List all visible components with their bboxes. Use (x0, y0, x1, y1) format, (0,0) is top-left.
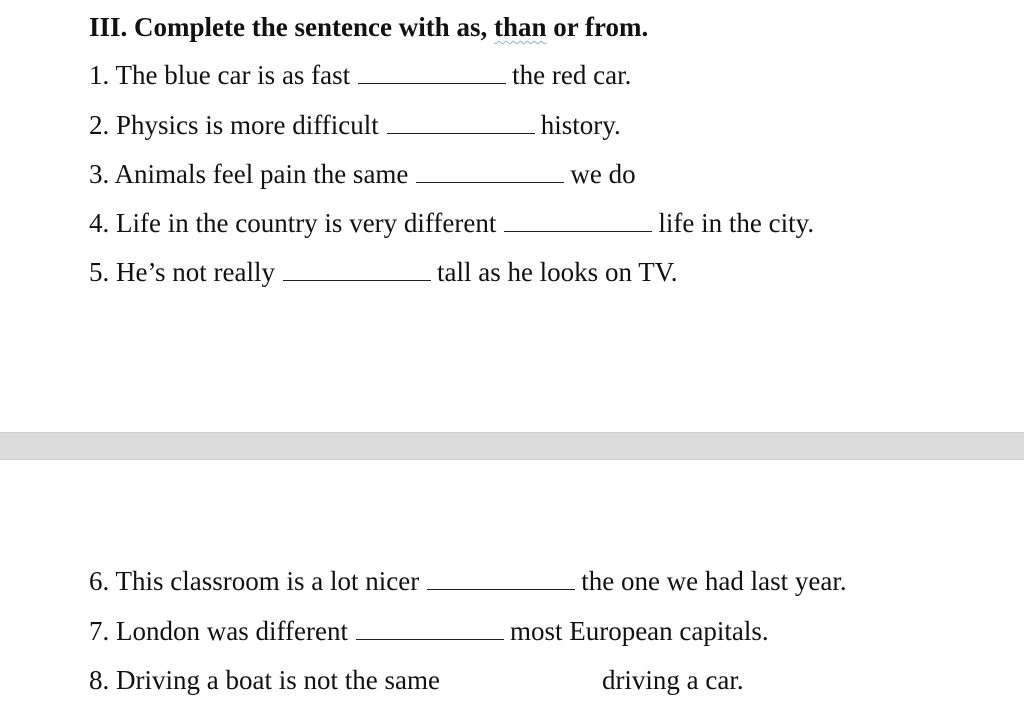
sentence-8-after: driving a car. (601, 665, 744, 695)
sentence-7-before: 7. London was different (89, 616, 348, 646)
sentence-8 (89, 663, 744, 697)
sentence-4-blank (504, 207, 652, 232)
sentence-6-blank (427, 565, 575, 590)
sentence-4-after: life in the city. (658, 208, 815, 238)
sentence-4 (89, 206, 814, 240)
exercise-title (89, 10, 648, 44)
title-suffix: or from. (546, 12, 649, 42)
sentence-7-after: most European capitals. (509, 616, 769, 646)
sentence-4-before: 4. Life in the country is very different (89, 208, 497, 238)
sentence-7-blank (356, 615, 504, 640)
sentence-1-blank (358, 59, 506, 84)
sentence-3-before: 3. Animals feel pain the same (89, 159, 409, 189)
sentence-8-blank (448, 664, 596, 689)
sentence-6 (89, 564, 847, 598)
sentence-5 (89, 255, 677, 289)
sentence-1 (89, 58, 631, 92)
sentence-6-before: 6. This classroom is a lot nicer (89, 566, 420, 596)
sentence-6-after: the one we had last year. (581, 566, 847, 596)
sentence-2 (89, 108, 621, 142)
sentence-2-before: 2. Physics is more difficult (89, 110, 379, 140)
title-spellcheck-word: than (493, 12, 547, 42)
sentence-5-before: 5. He’s not really (89, 257, 275, 287)
sentence-1-before: 1. The blue car is as fast (89, 60, 351, 90)
sentence-7 (89, 614, 769, 648)
sentence-1-after: the red car. (512, 60, 632, 90)
sentence-5-after: tall as he looks on TV. (436, 257, 678, 287)
page-break (0, 432, 1024, 460)
sentence-3-after: we do (570, 159, 636, 189)
sentence-3-blank (416, 158, 564, 183)
sentence-2-blank (387, 109, 535, 134)
document-page-2 (0, 460, 1024, 704)
sentence-3 (89, 157, 636, 191)
sentence-2-after: history. (540, 110, 621, 140)
sentence-5-blank (283, 256, 431, 281)
sentence-8-before: 8. Driving a boat is not the same (89, 665, 440, 695)
title-prefix: III. Complete the sentence with as, (89, 12, 494, 42)
